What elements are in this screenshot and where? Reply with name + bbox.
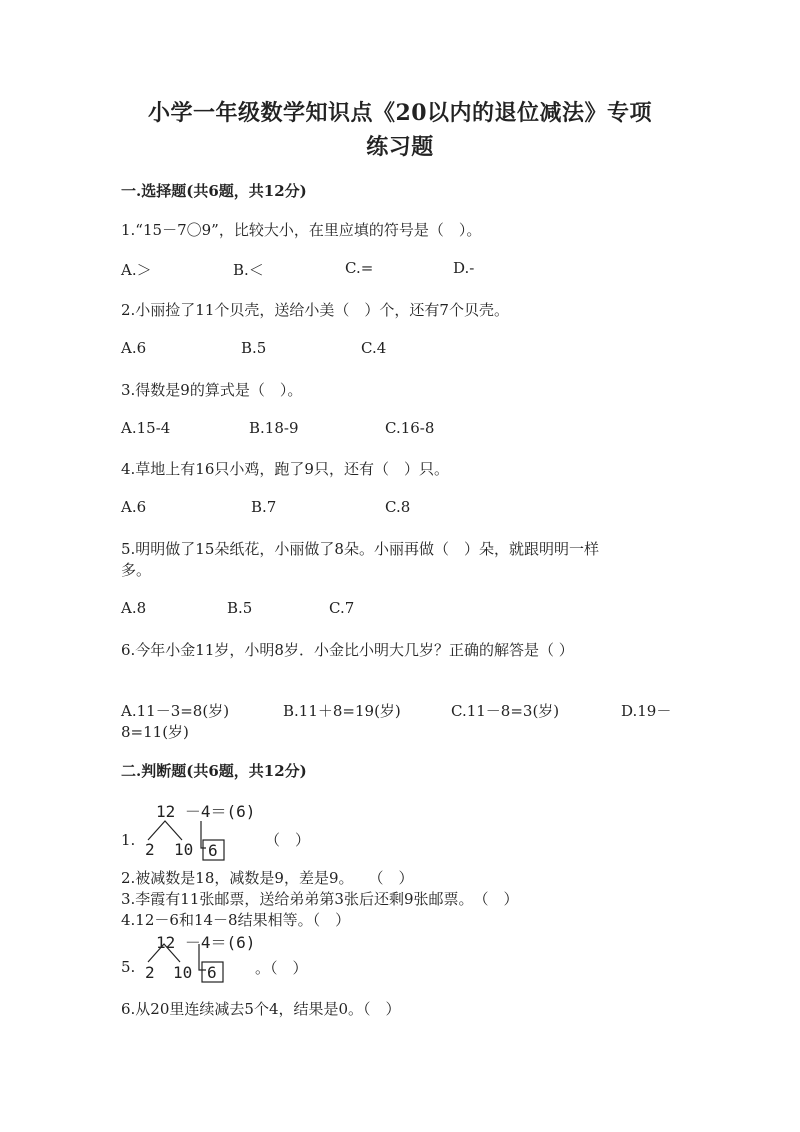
question-3: 3.得数是9的算式是（ ）。 bbox=[121, 381, 303, 399]
page-title-line1: 小学一年级数学知识点《20以内的退位减法》专项 bbox=[147, 100, 653, 126]
question-5-line2: 多。 bbox=[121, 561, 152, 579]
q6-option-d: D.19－ bbox=[621, 702, 672, 720]
diagram-2-equation: 12 －4＝(6) bbox=[156, 933, 256, 952]
q3-option-a: A.15-4 bbox=[121, 419, 171, 437]
question-2: 2.小丽捡了11个贝壳，送给小美（ ）个，还有7个贝壳。 bbox=[121, 301, 509, 319]
q4-option-c: C.8 bbox=[385, 498, 411, 516]
diagram-1-split-left: 2 bbox=[145, 840, 155, 859]
diagram-1-equation: 12 －4＝(6) bbox=[156, 802, 256, 821]
judgment-1-number: 1. bbox=[121, 831, 136, 849]
judgment-3: 3.李霞有11张邮票，送给弟弟第3张后还剩9张邮票。 （ ） bbox=[121, 890, 519, 908]
section-heading-judgment: 二.判断题(共6题，共12分) bbox=[121, 762, 307, 780]
q4-option-a: A.6 bbox=[121, 498, 147, 516]
page-title-line2: 练习题 bbox=[366, 134, 434, 160]
q2-option-b: B.5 bbox=[241, 339, 267, 357]
q4-option-b: B.7 bbox=[251, 498, 277, 516]
q5-option-b: B.5 bbox=[227, 599, 253, 617]
q6-option-a: A.11－3=8(岁) bbox=[121, 702, 230, 720]
q5-option-c: C.7 bbox=[329, 599, 355, 617]
q6-option-b: B.11＋8=19(岁) bbox=[283, 702, 401, 720]
diagram-2-box-value: 6 bbox=[207, 963, 217, 982]
q6-option-c: C.11－8=3(岁) bbox=[451, 702, 560, 720]
diagram-2-split-right: 10 bbox=[173, 963, 193, 982]
q1-option-a: A.＞ bbox=[121, 261, 152, 279]
question-1: 1.“15－7〇9”，比较大小，在里应填的符号是（ ）。 bbox=[121, 221, 482, 239]
section-heading-choice: 一.选择题(共6题，共12分) bbox=[121, 182, 307, 200]
q2-option-c: C.4 bbox=[361, 339, 387, 357]
q6-option-d-continued: 8=11(岁) bbox=[121, 723, 189, 741]
judgment-1-answer-blank: （ ） bbox=[265, 831, 311, 849]
judgment-5-answer-blank: 。（ ） bbox=[255, 959, 308, 977]
diagram-1-split-right: 10 bbox=[174, 840, 194, 859]
judgment-2: 2.被减数是18，减数是9，差是9。 （ ） bbox=[121, 869, 414, 887]
q3-option-c: C.16-8 bbox=[385, 419, 435, 437]
judgment-4: 4.12－6和14－8结果相等。（ ） bbox=[121, 911, 351, 929]
question-5-line1: 5.明明做了15朵纸花，小丽做了8朵。小丽再做（ ）朵，就跟明明一样 bbox=[121, 540, 599, 558]
q3-option-b: B.18-9 bbox=[249, 419, 299, 437]
q1-option-b: B.＜ bbox=[233, 261, 264, 279]
q2-option-a: A.6 bbox=[121, 339, 147, 357]
question-4: 4.草地上有16只小鸡，跑了9只，还有（ ）只。 bbox=[121, 460, 449, 478]
q5-option-a: A.8 bbox=[121, 599, 147, 617]
judgment-5-number: 5. bbox=[121, 958, 136, 976]
q1-option-c: C.= bbox=[345, 259, 374, 277]
diagram-1-box-value: 6 bbox=[208, 841, 218, 860]
judgment-6: 6.从20里连续减去5个4，结果是0。（ ） bbox=[121, 1000, 401, 1018]
q1-option-d: D.- bbox=[453, 259, 475, 277]
diagram-2-split-left: 2 bbox=[145, 963, 155, 982]
question-6: 6.今年小金11岁，小明8岁．小金比小明大几岁？正确的解答是（ ） bbox=[121, 641, 574, 659]
